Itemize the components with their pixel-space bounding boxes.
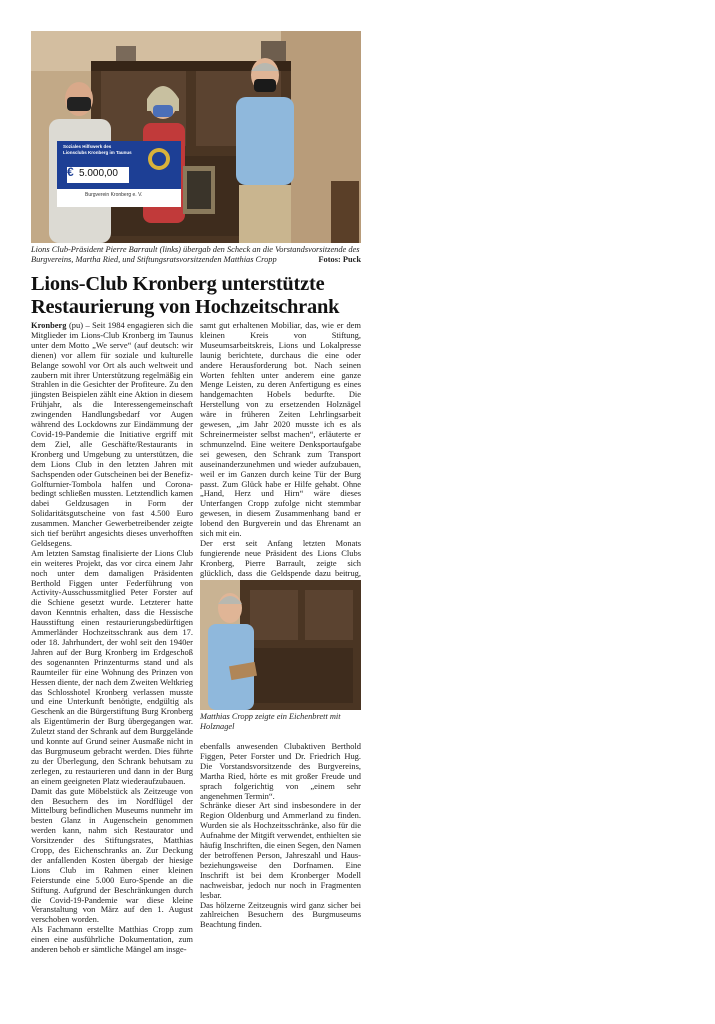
main-photo-caption — [31, 245, 361, 265]
headline-line-2: Restaurierung von Hochzeitschrank — [31, 296, 340, 318]
second-photo-illustration — [200, 580, 361, 710]
check-title-1: Soziales Hilfswerk des — [63, 144, 112, 149]
article-column-2-top — [200, 321, 361, 579]
paragraph: samt gut erhaltenen Mobiliar, das, wie er dem kleinen Kreis von Stiftung, Museumsarbeitskreis, Lions und Lokalpresse launig berichtete, durchaus die eine oder andere Herausforderung bot. Nach seinen Worten fehlten unter anderem eine ganze Menge Leisten, zu deren Anfertigung es eines handgemachten Hobels bedurfte. Die Herstellung von zu ersetzenden Holznägel wäre in früheren Zeiten Lehrlingsarbeit gewesen, „im Jahr 2020 musste ich es als Schreinermeister selbst machen“, erläuterte er schmunzelnd. Eine weitere Denksportaufgabe sei gewesen, den Schrank zum Transport auseinanderzunehmen und wieder aufzubauen, weil er im Ganzen durch keine Tür der Burg passt. Zum Glück habe er Hilfe gehabt. Ohne „Hand, Herz und Hirn“ wäre dieses Unterfangen Cropp zufolge nicht stemmbar gewesen, in diesem Zusammenhang band er lobend den Burgverein und das Ehrenamt an sich mit ein. — [200, 320, 361, 539]
second-photo — [200, 580, 361, 710]
check-title-2: Lionsclubs Kronberg im Taunus — [63, 150, 132, 155]
main-photo-caption-text: Lions Club-Präsident Pierre Barrault (links) übergab den Scheck an die Vorstandsvorsitzende des Burgvereins, Martha Ried, und Stiftungsratsvorsitzenden Matthias Cropp — [31, 245, 360, 264]
paragraph-text: (pu) – Seit 1984 engagieren sich die Mitglieder im Lions-Club Kronberg im Taunus unter dem Motto „We serve“ (auf deutsch: wir dienen) vor allem für soziale und kulturelle Belange sowohl vor Ort als auch weltweit und zaubern mit ihrer Unterstützung regelmäßig ein Strahlen in die Gesichter der Profiteure. Zu den jüngsten Beispielen zählt eine Aktion in diesem Frühjahr, als die Interessengemeinschaft zwingenden Handlungsbedarf vor Augen während des Lockdowns zur Eindämmung der Covid-19-Pandemie die Initiative ergriff mit dem Ziel, alle Geschäfte/Restaurants in Kronberg und Umgebung zu unterstützen, die dem Lions Club in den letzten Jahren mit Sachspenden oder Gutscheinen bei der Benefiz-Golfturnier-Tombola halfen und Corona-bedingt schließen mussten. Letztendlich kamen dabei Geldzusagen in Form der Solidaritätsgutscheine von fast 4.500 Euro zusammen. Mancher Gewerbetreibender zeigte sich tief berührt angesichts dieses unverhofften Geldsegens. — [31, 320, 194, 548]
paragraph: Als Fachmann erstellte Matthias Cropp zum einen eine ausführliche Dokumentation, zum anderen behob er sämtliche Mängel am insge- — [31, 924, 193, 955]
check-payee: Burgverein Kronberg e. V. — [85, 192, 143, 198]
main-photo — [31, 31, 361, 243]
article-column-2-bottom — [200, 741, 361, 930]
dateline: Kronberg — [31, 320, 67, 330]
paragraph: Schränke dieser Art sind insbesondere in der Region Oldenburg und Ammerland zu finden. Wurden sie als Hochzeitsschränke, also für die Aufnahme der Mitgift verwendet, enthielten sie häufig Inschriften, die einen Segen, den Namen der betroffenen Person, Jahreszahl und Haus- beziehungsweise den Dorfnamen. Eine Inschrift ist bei dem Kronberger Modell nachweisbar, jedoch nur noch in Fragmenten lesbar. — [200, 800, 361, 900]
article-column-1 — [31, 320, 194, 955]
paragraph: Das hölzerne Zeitzeugnis wird ganz sicher bei zahlreichen Besuchern des Burgmuseums Beachtung finden. — [200, 899, 361, 930]
paragraph: Damit das gute Möbelstück als Zeitzeuge von den Besuchern des im Nordflügel der Mittelburg befindlichen Museums nunmehr im besten Glanz in Augenschein genommen werden kann, nahm sich Restaurator und Vorsitzender des Stiftungsrates, Matthias Cropp, des Eichenschranks an. Zur Deckung der anfallenden Kosten übergab der hiesige Lions Club im Rahmen einer kleinen Feierstunde eine 5.000 Euro-Spende an die Stiftung. Aufgrund der Beschränkungen durch die Covid-19-Pandemie war diese kleine Veranstaltung von März auf den 1. August verschoben worden. — [31, 785, 193, 925]
headline — [31, 273, 371, 319]
paragraph: Der erst seit Anfang letzten Monats fungierende neue Präsident des Lions Clubs Kronberg, Pierre Barrault, zeigte sich glücklich, dass die Geldspende dazu beitrug, — [200, 537, 361, 578]
paragraph: Am letzten Samstag finalisierte der Lions Club ein weiteres Projekt, das vor circa einem Jahr noch unter dem damaligen Präsidenten Berthold Figgen unter Federführung von Activity-Ausschussmitglied Peter Forster auf die Schiene gesetzt wurde. Letzterer hatte davon Kenntnis erhalten, dass die Hessische Hausstiftung einen restaurierungsbedürftigen Ammerländer Hochzeitsschrank aus dem 17. oder 18. Jahrhundert, der wohl seit den 1940er Jahren auf der Burg Kronberg im Erdgeschoß des sogenannten Prinzenturms stand und als Raumteiler für eine Wohnung des Prinzen von Hessen diente, der nach dem Zweiten Weltkrieg das Schlosshotel Kronberg verlassen musste und eine Unterkunft benötigte, endgültig als Geschenk an die Bürgerstiftung Burg Kronberg als Eigentümerin der Burg übergegangen war. Zuletzt stand der Schrank auf dem Burggelände und konnte auf Grund seiner Ausmaße nicht in das Burgmuseum gebracht werden. Dies führte zu der Überlegung, den Schrank behutsam zu zerlegen, zu restaurieren und dann in der Burg an einem geeigneten Platz wiederaufzubauen. — [31, 547, 193, 786]
second-photo-caption: Matthias Cropp zeigte ein Eichenbrett mit Holznagel — [200, 712, 341, 731]
headline-line-1: Lions-Club Kronberg unterstützte — [31, 273, 325, 295]
main-photo-illustration — [31, 31, 361, 243]
paragraph — [31, 321, 193, 549]
paragraph: ebenfalls anwesenden Clubaktiven Berthold Figgen, Peter Forster und Dr. Friedrich Hug. Die Vorstandsvorsitzende des Burgvereins, Martha Ried, hörte es mit großer Freude und sprach folgerichtig von „einem sehr angenehmen Termin“. — [200, 741, 361, 801]
photo-credit: Fotos: Puck — [318, 255, 361, 264]
check-currency: € — [67, 165, 74, 179]
check-amount: 5.000,00 — [79, 168, 118, 179]
